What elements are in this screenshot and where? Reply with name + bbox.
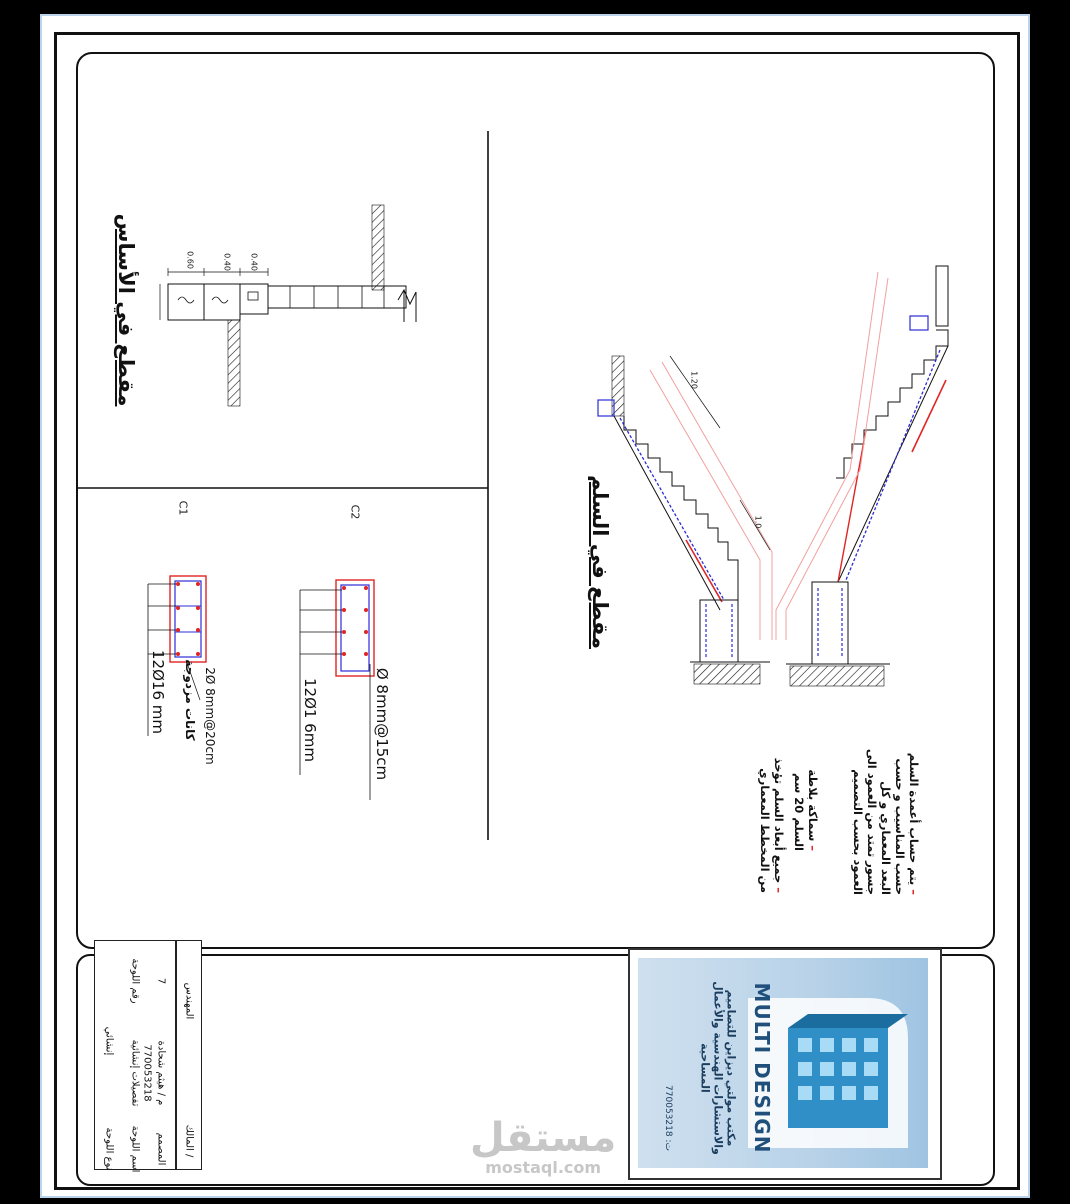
column-c1-label: C1	[176, 500, 190, 516]
sheet-no-label: رقم اللوحة	[129, 958, 141, 1004]
foundation-section-drawing	[160, 205, 416, 406]
foundation-dim-2: 0.40	[222, 253, 232, 271]
foundation-dim-1: 0.60	[185, 251, 195, 269]
c2-outline-red	[336, 580, 374, 676]
column-c2-label: C2	[348, 504, 362, 520]
foundation-dim-3: 0.40	[249, 253, 259, 271]
owner-cell	[176, 940, 202, 1170]
brand-name: MULTI DESIGN	[750, 982, 774, 1154]
titleblock-grid	[94, 940, 176, 1173]
designer-label: المصمم	[155, 1132, 167, 1166]
c2-stirrups: Ø 8mm@15cm	[373, 667, 391, 781]
sheet-no: 7	[155, 977, 167, 985]
engineer-label: المهندس	[183, 982, 195, 1020]
neck-column	[240, 284, 268, 314]
stair-section-title: مقطع في السلم	[588, 474, 612, 650]
c1-stirrups: 2Ø 8mm@20cm	[203, 667, 217, 765]
brand-tagline: مكتب مولتي ديزاين للتصاميم والاستشارات الهندسية والأعمال المساحية	[698, 981, 738, 1155]
note-2: –سماكة بلاطة السلم 20 سم	[792, 769, 820, 851]
building-logo-icon	[638, 958, 928, 1168]
soil-hatch-left	[228, 320, 240, 406]
sheet-type: إنشائي	[103, 1026, 115, 1056]
foundation-section-title: مقطع في الأساس	[114, 213, 138, 407]
c2-stirrup	[341, 585, 369, 671]
footing-block-1	[168, 284, 204, 320]
mostaql-watermark: مستقل mostaql.com	[470, 1115, 617, 1177]
stair-section-drawing	[598, 266, 948, 686]
note-1: –يتم حساب أعمدة السلم حسب المناسيب و حسب البعد المعماري و كل جسور تمتد من العمود الى العمود بحسب التصميم	[851, 748, 921, 895]
brand-phone: ت: 770053218	[663, 1085, 673, 1151]
note-3: –جميع أبعاد السلم تؤخذ من المخطط المعماري	[758, 757, 786, 893]
c1-stirrup-note: كانات مزدوجة	[183, 659, 197, 741]
company-logo-panel	[628, 948, 942, 1180]
soil-hatch-right	[372, 205, 384, 290]
c2-bars: 12Ø1 6mm	[301, 678, 319, 762]
sheet-name: تفصيلات إنشائية	[129, 1039, 141, 1107]
sheet-type-label: نوع اللوحة	[103, 1127, 115, 1171]
c1-bars: 12Ø16 mm	[149, 650, 167, 734]
stair-dim-1: 1.20	[689, 371, 699, 389]
designer-name: م / هيثم شحادة	[155, 1040, 167, 1106]
c1-stirrup	[175, 581, 201, 657]
designer-phone: 770053218	[141, 1044, 153, 1102]
sheet-name-label: اسم اللوحة	[129, 1125, 141, 1173]
tie-beam	[268, 286, 406, 308]
owner-label: المالك /	[183, 1124, 195, 1158]
stair-dim-2: 1.0	[753, 515, 763, 529]
